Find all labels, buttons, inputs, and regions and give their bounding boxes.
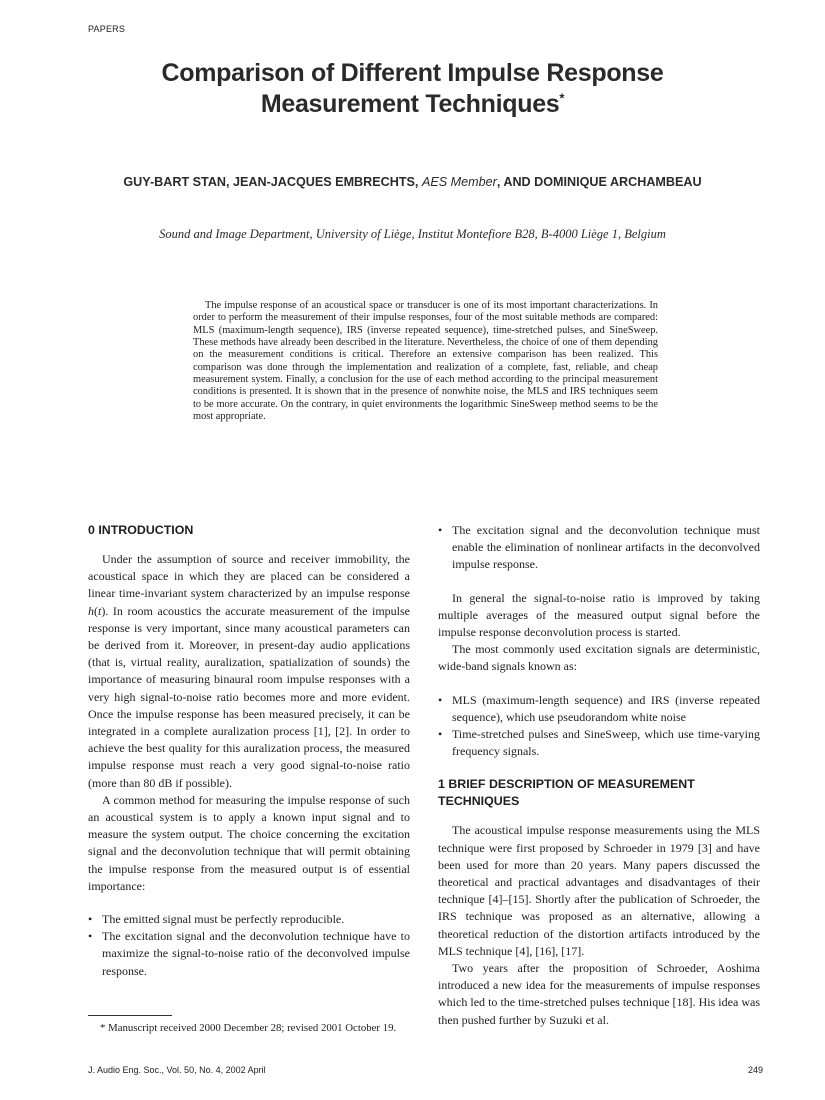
paper-title (90, 58, 735, 120)
right-column (438, 522, 760, 1029)
paragraph-excitation-signals: The most commonly used excitation signals are deterministic, wide-band signals known as: (438, 642, 760, 674)
author-list (60, 175, 765, 189)
list-item: • The emitted signal must be perfectly reproducible. (88, 912, 345, 927)
authors-part-2: , AND DOMINIQUE ARCHAMBEAU (496, 175, 702, 189)
journal-citation: J. Audio Eng. Soc., Vol. 50, No. 4, 2002 April (88, 1065, 266, 1075)
footnote-rule (88, 1015, 172, 1016)
requirements-list-continued (438, 522, 760, 574)
title-line-1: Comparison of Different Impulse Response (161, 59, 664, 87)
abstract (193, 300, 658, 423)
list-item: • Time-stretched pulses and SineSweep, which use time-varying frequency signals. (438, 727, 760, 759)
paragraph-mls-history: The acoustical impulse response measurements using the MLS technique were first proposed by Schroeder in 1979 [3] and have been used for more than 20 years. Many papers discussed the theoretical and practical advantages and disadvantages of their technique [4]–[15]. Shortly after the publication of Schroeder, the IRS technique was proposed as an alternative, allowing a theoretical reduction of the distortion artifacts introduced by the MLS technique [4], [16], [17]. (438, 823, 760, 958)
list-item: • The excitation signal and the deconvolution technique must enable the elimination of nonlinear artifacts in the deconvolved impulse response. (438, 523, 760, 572)
footnote-text: * Manuscript received 2000 December 28; revised 2001 October 19. (100, 1022, 397, 1034)
intro-paragraph-1: Under the assumption of source and receiver immobility, the acoustical space in which they are placed can be considered a linear time-invariant system characterized by an impulse response h(t). In room acoustics the accurate measurement of the impulse response is very important, since many acoustical parameters can be derived from it. Moreover, in present-day audio applications (that is, virtual reality, auralization, spatialization of sounds) the importance of measuring binaural room impulse responses with a very high signal-to-noise ratio becomes more and more evident. Once the impulse response has been measured precisely, it can be integrated in a complete auralization process [1], [2]. In order to achieve the best quality for this auralization process, the measured impulse response must reach a very good signal-to-noise ratio (more than 80 dB if possible). (88, 552, 410, 790)
running-header: PAPERS (88, 24, 126, 34)
title-footnote-mark: * (559, 90, 565, 106)
paragraph-averaging: In general the signal-to-noise ratio is improved by taking multiple averages of the measured output signal before the impulse response deconvolution process is started. (438, 590, 760, 640)
title-line-2: Measurement Techniques (260, 90, 560, 118)
left-column (88, 522, 410, 980)
list-item: • The excitation signal and the deconvolution technique have to maximize the signal-to-noise ratio of the deconvolved impulse response. (88, 929, 410, 978)
section-heading-measurement-techniques: 1 BRIEF DESCRIPTION OF MEASUREMENT TECHNIQUES (438, 777, 695, 809)
excitation-signal-list (438, 692, 760, 761)
paragraph-aoshima: Two years after the proposition of Schroeder, Aoshima introduced a new idea for the measurements of impulse responses which led to the time-stretched pulses technique [18]. His idea was then pushed further by Suzuki et al. (438, 961, 760, 1027)
page-number: 249 (747, 1065, 763, 1075)
section-heading-introduction: 0 INTRODUCTION (88, 523, 194, 537)
authors-part-1: GUY-BART STAN, JEAN-JACQUES EMBRECHTS, (123, 175, 419, 189)
affiliation: Sound and Image Department, University of Liège, Institut Montefiore B28, B-4000 Liège 1, Belgium (159, 227, 666, 241)
abstract-text: The impulse response of an acoustical space or transducer is one of its most important characterizations. In order to perform the measurement of their impulse responses, four of the most suitable methods are compared: MLS (maximum-length sequence), IRS (inverse repeated sequence), time-stretched pulses, and SineSweep. These methods have already been described in the literature. Nevertheless, the choice of one of them depending on the measurement conditions is critical. Therefore an extensive comparison has been realized. This comparison was done through the implementation and realization of a complete, fast, reliable, and cheap measurement system. Finally, a conclusion for the use of each method according to the principal measurement conditions is presented. It is shown that in the presence of nonwhite noise, the MLS and IRS techniques seem to be more accurate. On the contrary, in quiet environments the logarithmic SineSweep method seems to be the most appropriate. (193, 300, 658, 423)
intro-paragraph-2: A common method for measuring the impulse response of such an acoustical system is to apply a known input signal and to measure the system output. The choice concerning the excitation signal and the deconvolution technique that will permit obtaining the impulse response from the measured output is of essential importance: (88, 792, 410, 893)
aes-member-label: AES Member (421, 175, 497, 189)
list-item: • MLS (maximum-length sequence) and IRS (inverse repeated sequence), which use pseudorandom white noise (438, 692, 760, 724)
requirements-list (88, 911, 410, 980)
footnote (88, 1022, 410, 1036)
